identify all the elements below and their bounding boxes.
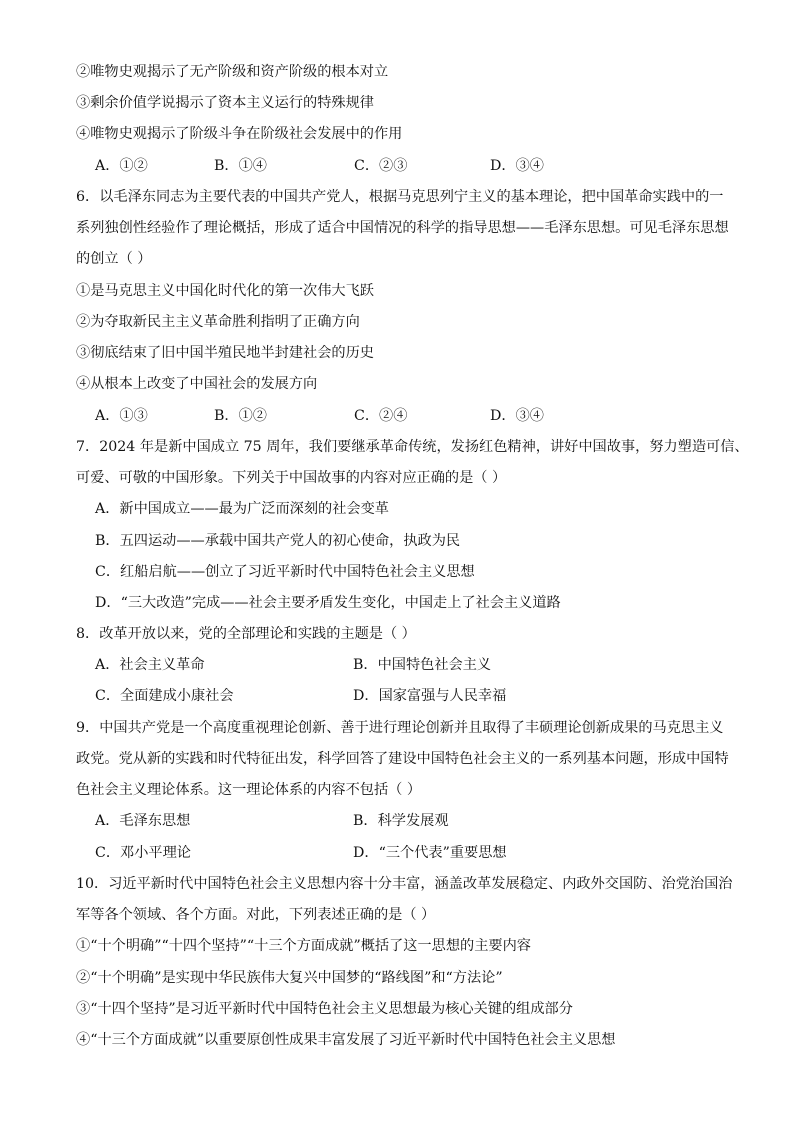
q6-option-a: A．①③ (95, 408, 148, 424)
q7-option-b: B．五四运动——承载中国共产党人的初心使命，执政为民 (95, 533, 461, 549)
q9-stem-line-2: 政党。党从新的实践和时代特征出发，科学回答了建设中国特色社会主义的一系列基本问题，形成中国特 (76, 751, 729, 767)
q6-item-2: ②为夺取新民主主义革命胜利指明了正确方向 (76, 314, 360, 330)
q9-option-d: D．“三个代表”重要思想 (353, 845, 507, 861)
q10-item-3: ③“十四个坚持”是习近平新时代中国特色社会主义思想最为核心关键的组成部分 (76, 1001, 573, 1017)
q10-stem-line-2: 军等各个领域、各个方面。对此，下列表述正确的是（ ） (76, 907, 436, 923)
q5-options (95, 156, 655, 176)
q9-option-c: C．邓小平理论 (95, 845, 191, 861)
q6-stem-line-1: 6．以毛泽东同志为主要代表的中国共产党人，根据马克思列宁主义的基本理论，把中国革命实践中的一 (76, 189, 724, 205)
q10-item-1: ①“十个明确”“十四个坚持”“十三个方面成就”概括了这一思想的主要内容 (76, 938, 531, 954)
q8-option-b: B．中国特色社会主义 (353, 657, 492, 673)
q5-option-b: B．①④ (214, 158, 267, 174)
q8-option-a: A．社会主义革命 (95, 657, 205, 673)
q9-option-a: A．毛泽东思想 (95, 813, 191, 829)
q9-option-b: B．科学发展观 (353, 813, 449, 829)
q6-options (95, 406, 655, 426)
q5-item-3: ③剩余价值学说揭示了资本主义运行的特殊规律 (76, 95, 374, 111)
q9-stem-line-3: 色社会主义理论体系。这一理论体系的内容不包括（ ） (76, 782, 422, 798)
q6-option-b: B．①② (214, 408, 267, 424)
q6-stem-line-3: 的创立（ ） (76, 251, 152, 267)
q9-options-row-2 (95, 843, 655, 863)
q8-stem: 8．改革开放以来，党的全部理论和实践的主题是（ ） (76, 626, 416, 642)
q7-stem-line-2: 可爱、可敬的中国形象。下列关于中国故事的内容对应正确的是（ ） (76, 470, 507, 486)
q9-options-row-1 (95, 811, 655, 831)
q8-options-row-2 (95, 686, 655, 706)
q5-item-2: ②唯物史观揭示了无产阶级和资产阶级的根本对立 (76, 64, 389, 80)
q10-item-4: ④“十三个方面成就”以重要原创性成果丰富发展了习近平新时代中国特色社会主义思想 (76, 1032, 616, 1048)
q5-option-a: A．①② (95, 158, 148, 174)
q10-stem-line-1: 10．习近平新时代中国特色社会主义思想内容十分丰富，涵盖改革发展稳定、内政外交国防、治党治国治 (76, 876, 733, 892)
q7-stem-line-1: 7．2024 年是新中国成立 75 周年，我们要继承革命传统，发扬红色精神，讲好中国故事，努力塑造可信、 (76, 439, 749, 455)
q8-options-row-1 (95, 655, 655, 675)
q6-item-3: ③彻底结束了旧中国半殖民地半封建社会的历史 (76, 345, 374, 361)
q5-option-d: D．③④ (490, 158, 544, 174)
q10-item-2: ②“十个明确”是实现中华民族伟大复兴中国梦的“路线图”和“方法论” (76, 970, 503, 986)
q9-stem-line-1: 9．中国共产党是一个高度重视理论创新、善于进行理论创新并且取得了丰硕理论创新成果的马克思主义 (76, 720, 724, 736)
q6-option-d: D．③④ (490, 408, 544, 424)
q7-option-c: C．红船启航——创立了习近平新时代中国特色社会主义思想 (95, 564, 475, 580)
q6-stem-line-2: 系列独创性经验作了理论概括，形成了适合中国情况的科学的指导思想——毛泽东思想。可见毛泽东思想 (76, 220, 729, 236)
q8-option-c: C．全面建成小康社会 (95, 688, 234, 704)
q5-option-c: C．②③ (354, 158, 408, 174)
q5-item-4: ④唯物史观揭示了阶级斗争在阶级社会发展中的作用 (76, 126, 403, 142)
q6-item-1: ①是马克思主义中国化时代化的第一次伟大飞跃 (76, 283, 374, 299)
q7-option-a: A．新中国成立——最为广泛而深刻的社会变革 (95, 501, 389, 517)
q7-option-d: D．“三大改造”完成——社会主要矛盾发生变化，中国走上了社会主义道路 (95, 595, 561, 611)
q6-item-4: ④从根本上改变了中国社会的发展方向 (76, 376, 318, 392)
q8-option-d: D．国家富强与人民幸福 (353, 688, 507, 704)
q6-option-c: C．②④ (354, 408, 408, 424)
